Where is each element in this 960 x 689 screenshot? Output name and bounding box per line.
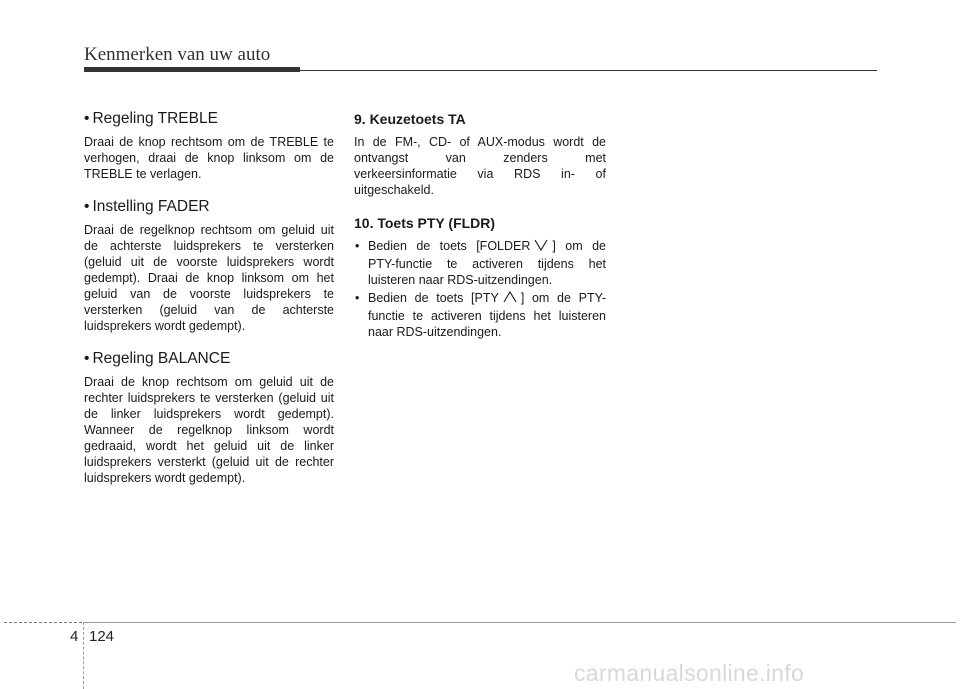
right-column [354,110,606,342]
treble-body: Draai de knop rechtsom om de TREBLE te verhogen, draai de knop linksom om de TREBLE te verlagen. [84,135,334,181]
balance-heading [84,350,334,368]
fader-heading-text: Instelling FADER [92,198,210,215]
footer-vertical-rule [83,622,84,689]
bullet-glyph: • [355,291,360,305]
left-column [84,110,334,502]
page-number: 124 [89,628,115,645]
bullet-glyph: • [355,239,360,253]
list-item-text-after: ] om de PTY-functie te activeren tijdens het luisteren naar RDS-uitzendingen. [368,291,606,339]
list-item-text-before: Bedien de toets [FOLDER [368,239,531,253]
chapter-number: 4 [70,628,79,645]
treble-heading [84,110,334,128]
list-item-text-before: Bedien de toets [PTY [368,291,499,305]
footer-dashed-rule [4,622,82,623]
list-item-text-after: ] om de PTY-functie te activeren tijdens het luisteren naar RDS-uitzendingen. [368,239,606,287]
section-ta [354,110,606,198]
list-item [354,238,606,288]
treble-heading-text: Regeling TREBLE [92,110,218,127]
list-item [354,290,606,340]
section-pty [354,214,606,340]
balance-body: Draai de knop rechtsom om geluid uit de rechter luidsprekers te versterken (geluid uit de linker luidsprekers wordt gedempt). Wanneer de regelknop linksom wordt gedraaid, wordt het geluid uit de linker luidsprekers versterkt (geluid uit de rechter luidsprekers wordt gedempt). [84,375,334,485]
pty-heading: 10. Toets PTY (FLDR) [354,215,496,231]
watermark: carmanualsonline.info [574,660,805,686]
section-fader [84,198,334,334]
header-thin-rule [300,70,877,71]
section-treble [84,110,334,182]
footer-rule [84,622,956,623]
chevron-down-icon [534,238,548,256]
page-header-title: Kenmerken van uw auto [84,44,271,65]
section-balance [84,350,334,486]
ta-body: In de FM-, CD- of AUX-modus wordt de ontvangst van zenders met verkeersinformatie via RDS in- of uitgeschakeld. [354,135,606,197]
header-thick-rule [84,67,300,72]
pty-list [354,238,606,340]
fader-body: Draai de regelknop rechtsom om geluid uit de achterste luidsprekers te versterken (geluid uit de voorste luidsprekers wordt gedempt). Draai de knop linksom om het geluid van de voorste luidsprekers te versterken (geluid van de achterste luidsprekers wordt gedempt). [84,223,334,333]
bullet-glyph: • [84,350,90,367]
bullet-glyph: • [84,198,90,215]
bullet-glyph: • [84,110,90,127]
ta-heading: 9. Keuzetoets TA [354,111,466,127]
chevron-up-icon [503,290,517,308]
fader-heading [84,198,334,216]
balance-heading-text: Regeling BALANCE [92,350,231,367]
